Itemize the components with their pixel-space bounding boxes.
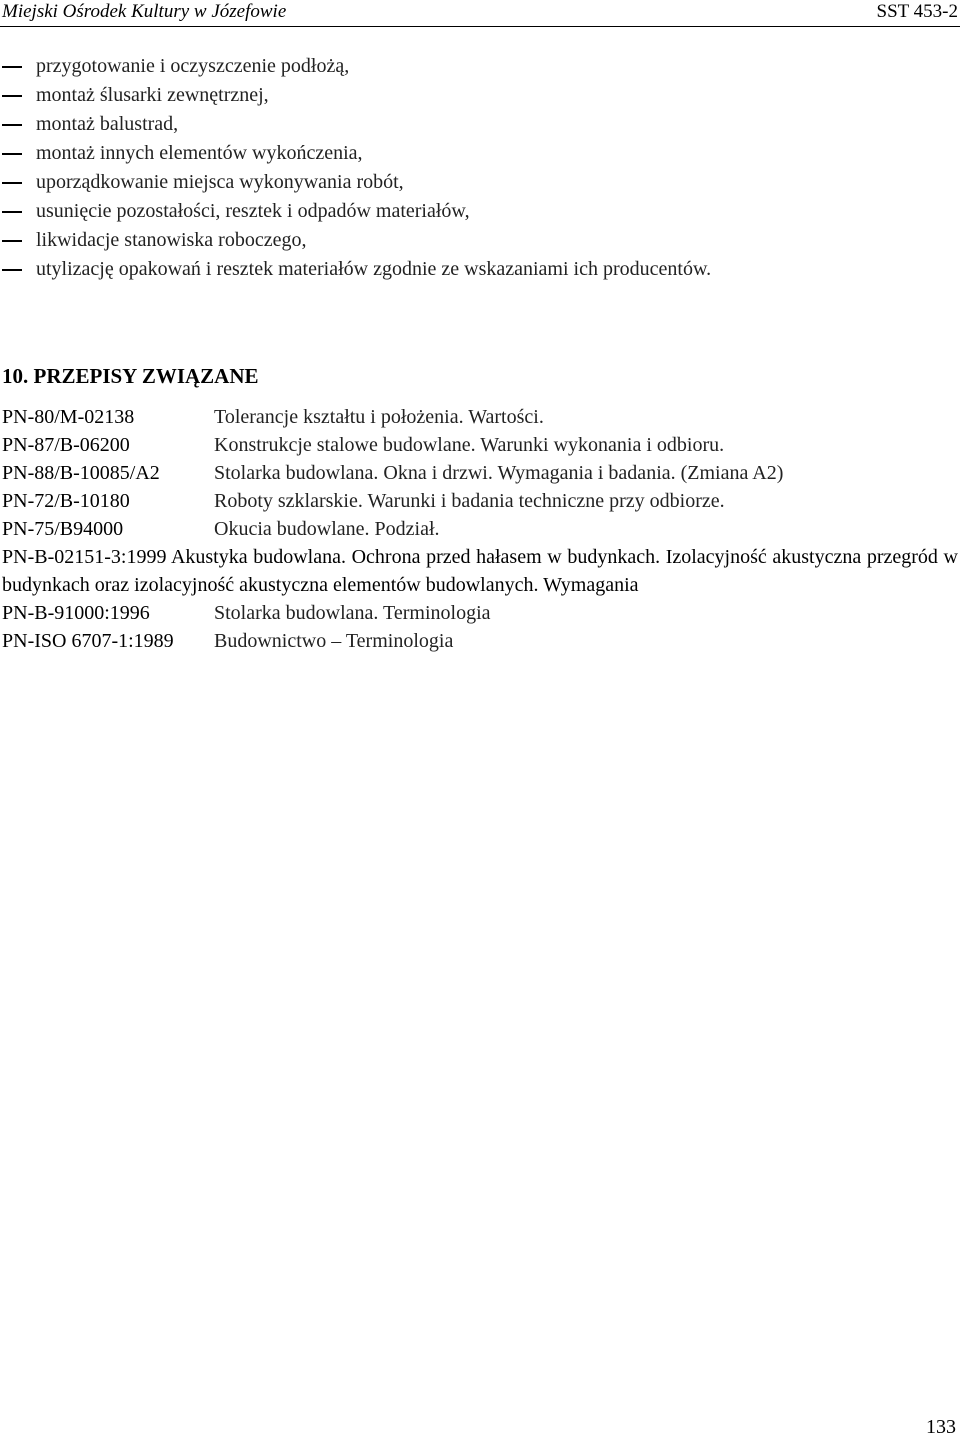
list-item-text: likwidacje stanowiska roboczego, bbox=[36, 229, 307, 251]
reference-code: PN-72/B-10180 bbox=[2, 490, 130, 512]
list-item bbox=[0, 52, 960, 81]
dash-bullet-icon bbox=[2, 269, 22, 271]
list-item-text: uporządkowanie miejsca wykonywania robót, bbox=[36, 171, 404, 193]
list-item bbox=[0, 255, 960, 284]
list-item-text: montaż innych elementów wykończenia, bbox=[36, 142, 363, 164]
reference-description: Tolerancje kształtu i położenia. Wartości. bbox=[214, 406, 544, 428]
reference-code: PN-87/B-06200 bbox=[2, 434, 130, 456]
reference-code: PN-ISO 6707-1:1989 bbox=[2, 630, 174, 652]
list-item bbox=[0, 226, 960, 255]
list-item bbox=[0, 139, 960, 168]
header-institution: Miejski Ośrodek Kultury w Józefowie bbox=[2, 1, 287, 22]
page-number: 133 bbox=[926, 1416, 956, 1438]
list-item bbox=[0, 197, 960, 226]
reference-row bbox=[2, 627, 958, 655]
list-item-text: przygotowanie i oczyszczenie podłożą, bbox=[36, 55, 350, 77]
references-list bbox=[2, 403, 958, 655]
list-item-text: montaż ślusarki zewnętrznej, bbox=[36, 84, 269, 106]
reference-code: PN-75/B94000 bbox=[2, 518, 124, 540]
reference-description: Stolarka budowlana. Terminologia bbox=[214, 602, 491, 624]
page-header bbox=[0, 0, 960, 27]
header-doc-code: SST 453-2 bbox=[876, 1, 958, 22]
section-heading: 10. PRZEPISY ZWIĄZANE bbox=[2, 364, 259, 388]
reference-description: Okucia budowlane. Podział. bbox=[214, 518, 440, 540]
dash-bullet-icon bbox=[2, 95, 22, 97]
list-item bbox=[0, 168, 960, 197]
dash-bullet-icon bbox=[2, 66, 22, 68]
reference-code: PN-80/M-02138 bbox=[2, 406, 135, 428]
reference-row bbox=[2, 459, 958, 487]
list-item-text: usunięcie pozostałości, resztek i odpadów materiałów, bbox=[36, 200, 470, 222]
reference-description: Budownictwo – Terminologia bbox=[214, 630, 454, 652]
reference-row bbox=[2, 431, 958, 459]
reference-paragraph: PN-B-02151-3:1999 Akustyka budowlana. Ochrona przed hałasem w budynkach. Izolacyjność akustyczna przegród w budynkach oraz izolacyjność akustyczna elementów budowlanych. Wymagania bbox=[2, 546, 958, 596]
reference-description: Roboty szklarskie. Warunki i badania techniczne przy odbiorze. bbox=[214, 490, 725, 512]
dash-bullet-icon bbox=[2, 124, 22, 126]
dash-bullet-icon bbox=[2, 240, 22, 242]
dash-bullet-icon bbox=[2, 211, 22, 213]
reference-code: PN-88/B-10085/A2 bbox=[2, 462, 160, 484]
reference-code: PN-B-91000:1996 bbox=[2, 602, 150, 624]
reference-row bbox=[2, 515, 958, 543]
reference-description: Stolarka budowlana. Okna i drzwi. Wymagania i badania. (Zmiana A2) bbox=[214, 462, 784, 484]
list-item-text: utylizację opakowań i resztek materiałów zgodnie ze wskazaniami ich producentów. bbox=[36, 258, 712, 280]
list-item bbox=[0, 110, 960, 139]
list-item bbox=[0, 81, 960, 110]
reference-row bbox=[2, 599, 958, 627]
list-item-text: montaż balustrad, bbox=[36, 113, 179, 135]
work-scope-list bbox=[0, 52, 960, 284]
dash-bullet-icon bbox=[2, 182, 22, 184]
dash-bullet-icon bbox=[2, 153, 22, 155]
reference-row bbox=[2, 487, 958, 515]
reference-description: Konstrukcje stalowe budowlane. Warunki wykonania i odbioru. bbox=[214, 434, 725, 456]
reference-row bbox=[2, 403, 958, 431]
